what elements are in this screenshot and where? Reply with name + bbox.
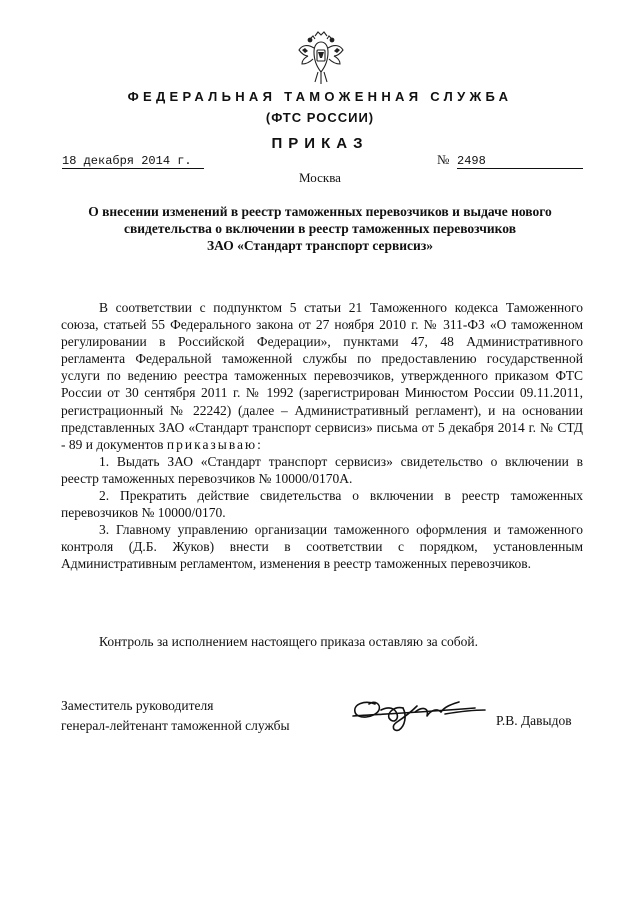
order-body xyxy=(61,299,583,573)
document-type: ПРИКАЗ xyxy=(271,135,369,152)
order-item: 2. Прекратить действие свидетельства о включении в реестр таможенных перевозчиков № 10000/0170. xyxy=(61,488,583,521)
number-sign: № xyxy=(437,152,450,167)
organization-name: ФЕДЕРАЛЬНАЯ ТАМОЖЕННАЯ СЛУЖБА xyxy=(127,89,513,104)
order-title xyxy=(70,203,570,254)
position-line: генерал-лейтенант таможенной службы xyxy=(61,718,290,733)
order-verb: приказываю: xyxy=(166,436,263,452)
coat-of-arms-emblem xyxy=(296,30,346,86)
handwritten-signature xyxy=(345,688,495,738)
preamble-paragraph xyxy=(61,299,583,453)
order-item: 1. Выдать ЗАО «Стандарт транспорт сервисиз» свидетельство о включении в реестр таможенных перевозчиков № 10000/0170А. xyxy=(61,453,583,486)
title-line: О внесении изменений в реестр таможенных перевозчиков и выдаче нового xyxy=(88,204,552,219)
organization-abbreviation: (ФТС РОССИИ) xyxy=(265,110,375,125)
control-paragraph: Контроль за исполнением настоящего приказа оставляю за собой. xyxy=(99,634,478,649)
preamble-text: В соответствии с подпунктом 5 статьи 21 Таможенного кодекса Таможенного союза, статьей 55 Федерального закона от 27 ноября 2010 г. № 311-ФЗ «О таможенном регулировании в Российской Федерации», пунктами 47, 48 Административного регламента Федеральной таможенной службы по предоставлению государственной услуги по ведению реестра таможенных перевозчиков, утвержденного приказом ФТС России от 30 сентября 2011 г. № 1992 (зарегистрирован Минюстом России 09.11.2011, регистрационный № 22242) (далее – Административный регламент), и на основании представленных ЗАО «Стандарт транспорт сервисиз» письма от 5 декабря 2014 г. № СТД - 89 и документов xyxy=(61,300,583,452)
signer-position xyxy=(61,696,361,736)
order-number xyxy=(437,152,583,168)
number-value: 2498 xyxy=(457,154,583,169)
position-line: Заместитель руководителя xyxy=(61,698,214,713)
city: Москва xyxy=(299,170,341,185)
order-item: 3. Главному управлению организации таможенного оформления и таможенного контроля (Д.Б. Жуков) внести в соответствии с порядком, установленным Административным регламентом, изменения в реестр таможенных перевозчиков. xyxy=(61,522,583,572)
order-date: 18 декабря 2014 г. xyxy=(62,154,204,169)
signer-name: Р.В. Давыдов xyxy=(496,713,572,728)
title-line: ЗАО «Стандарт транспорт сервисиз» xyxy=(207,238,433,253)
title-line: свидетельства о включении в реестр таможенных перевозчиков xyxy=(123,221,516,236)
